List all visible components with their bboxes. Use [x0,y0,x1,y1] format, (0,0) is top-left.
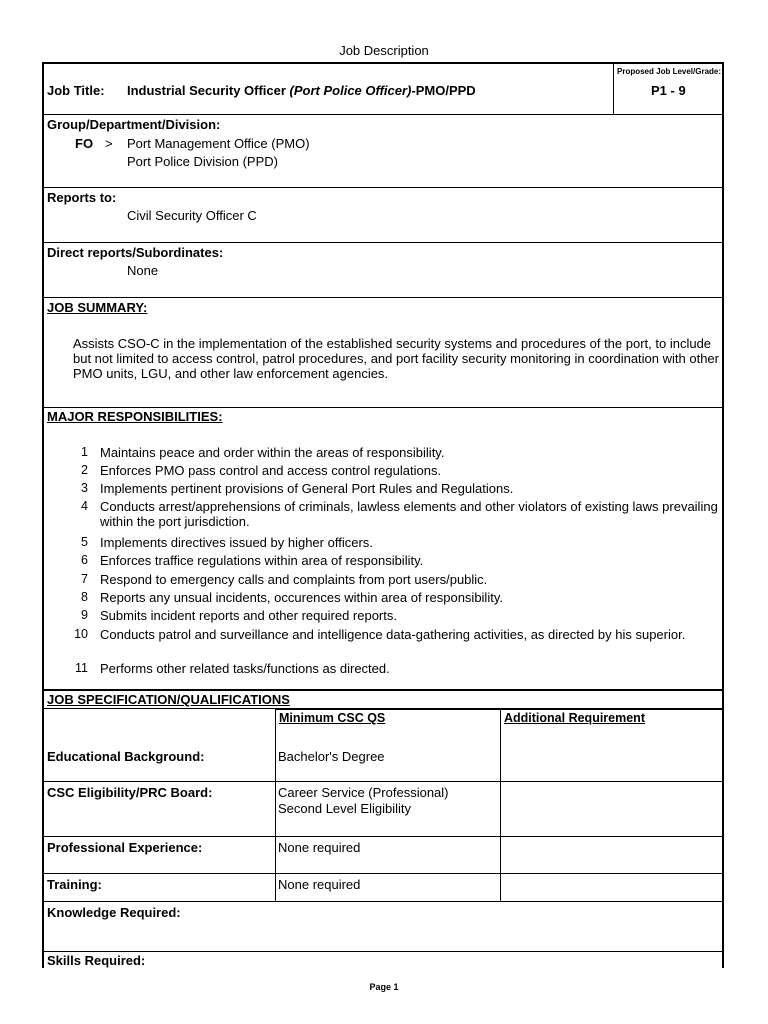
list-item-text: Enforces PMO pass control and access control regulations. [100,463,442,478]
list-item-text: Conducts patrol and surveillance and intelligence data-gathering activities, as directed by his superior. [100,627,686,642]
job-level-label: Proposed Job Level/Grade: [617,67,722,76]
list-item-text: Maintains peace and order within the areas of responsibility. [100,445,445,460]
spec-label: CSC Eligibility/PRC Board: [47,785,213,800]
job-summary-label: JOB SUMMARY: [47,300,148,315]
column-divider [275,709,276,902]
major-responsibilities-label: MAJOR RESPONSIBILITIES: [47,409,223,424]
job-title-suffix: -PMO/PPD [411,83,476,98]
reports-to-row [44,188,724,243]
job-summary-row [44,298,724,408]
spec-min-value: Second Level Eligibility [278,801,411,816]
group-office: Port Management Office (PMO) [127,136,310,151]
list-item-number: 10 [74,627,88,641]
spec-min-value: None required [278,877,361,892]
job-specification-label: JOB SPECIFICATION/QUALIFICATIONS [47,692,290,707]
column-divider [500,709,501,902]
group-arrow: > [105,136,113,151]
job-title-name: Industrial Security Officer [127,83,290,98]
list-item-text: Implements pertinent provisions of General Port Rules and Regulations. [100,481,514,496]
page-footer: Page 1 [369,982,399,992]
spec-row-eligibility [44,782,724,837]
direct-reports-label: Direct reports/Subordinates: [47,245,224,260]
spec-label: Training: [47,877,102,892]
spec-row-education [44,709,724,782]
list-item-text: Implements directives issued by higher officers. [100,535,373,550]
col-header-minimum: Minimum CSC QS [279,711,386,725]
list-item-number: 6 [81,553,88,567]
job-specification-row [44,691,724,709]
skills-label: Skills Required: [47,953,146,968]
job-level-cell [613,64,725,115]
spec-min-value: Career Service (Professional) [278,785,449,800]
list-item-number: 4 [81,499,88,513]
col-header-additional: Additional Requirement [504,711,645,725]
list-item-number: 3 [81,481,88,495]
spec-min-value: Bachelor's Degree [278,749,385,764]
list-item-number: 2 [81,463,88,477]
spec-min-value: None required [278,840,361,855]
list-item-text: Performs other related tasks/functions as directed. [100,661,390,676]
skills-row [44,952,724,970]
reports-to-value: Civil Security Officer C [127,208,257,223]
spec-row-experience [44,837,724,874]
spec-row-training [44,874,724,902]
spec-label: Educational Background: [47,749,205,764]
direct-reports-value: None [127,263,159,278]
group-code: FO [75,136,94,151]
job-summary-text: Assists CSO-C in the implementation of the established security systems and procedures of the port, to include but not limited to access control, patrol procedures, and port facility security monitoring in coordination with other PMO units, LGU, and other law enforcement agencies. [73,336,719,381]
group-row [44,115,724,188]
job-title-italic: (Port Police Officer) [289,83,412,98]
list-item-number: 7 [81,572,88,586]
spec-label: Professional Experience: [47,840,203,855]
list-item-text: Conducts arrest/apprehensions of criminals, lawless elements and other violators of existing laws prevailing within the port jurisdiction. [100,499,718,529]
job-title-label: Job Title: [47,83,105,98]
group-division: Port Police Division (PPD) [127,154,278,169]
group-label: Group/Department/Division: [47,117,221,132]
list-item-text: Reports any unsual incidents, occurences within area of responsibility. [100,590,503,605]
list-item-number: 5 [81,535,88,549]
list-item-number: 8 [81,590,88,604]
list-item-text: Respond to emergency calls and complaints from port users/public. [100,572,488,587]
list-item-number: 1 [81,445,88,459]
job-level-value: P1 - 9 [651,83,686,98]
job-description-form [42,62,724,968]
document-title: Job Description [339,43,429,58]
job-title-value [127,83,476,98]
list-item-text: Submits incident reports and other required reports. [100,608,397,623]
list-item-number: 11 [75,661,88,675]
list-item-number: 9 [81,608,88,622]
direct-reports-row [44,243,724,298]
major-responsibilities-row [44,408,724,691]
knowledge-label: Knowledge Required: [47,905,181,920]
reports-to-label: Reports to: [47,190,117,205]
knowledge-row [44,902,724,952]
table-header-line [275,709,724,710]
job-title-row [44,64,724,115]
list-item-text: Enforces traffice regulations within area of responsibility. [100,553,424,568]
